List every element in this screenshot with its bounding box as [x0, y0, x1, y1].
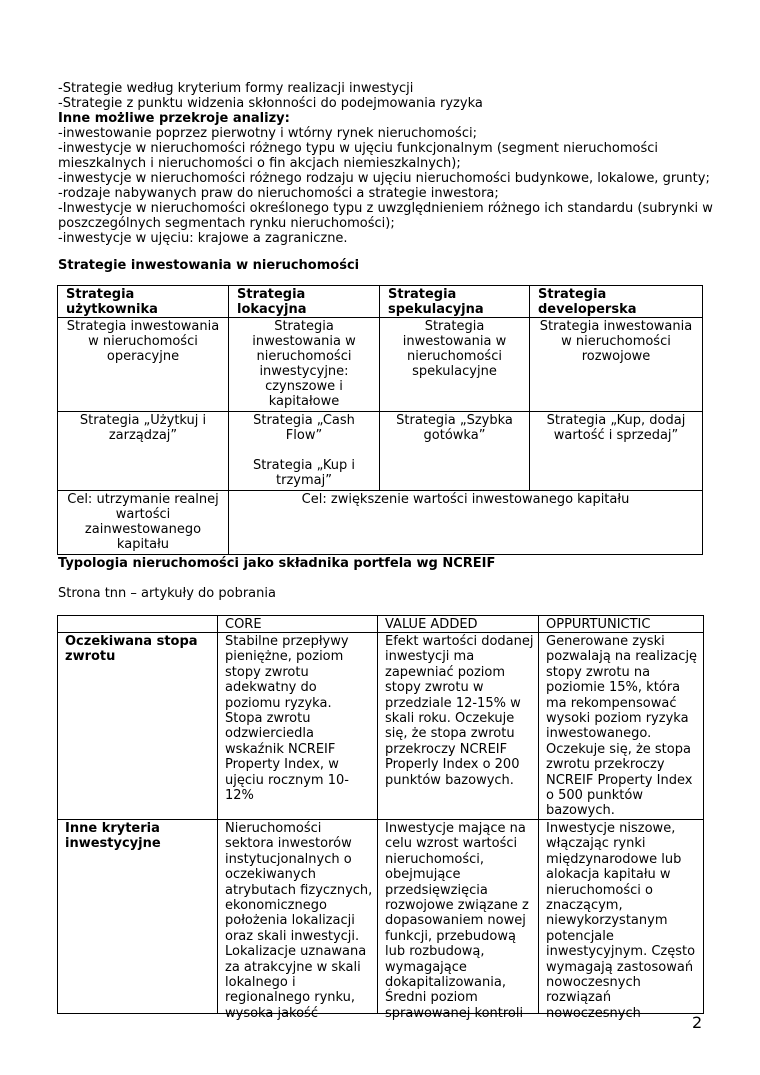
buy-and-hold-strategy: Strategia „Kup i trzymaj” [252, 458, 356, 488]
table-row [58, 412, 703, 491]
intro-bullet: -Inwestycje w nieruchomości określonego typu z uwzględnieniem różnego ich standardu (subrynki w [58, 201, 713, 216]
strategies-table [57, 285, 703, 555]
table-cell: Strategia „Użytkuj i zarządzaj” [58, 412, 229, 491]
table-row [58, 633, 704, 820]
intro-subheading: Inne możliwe przekroje analizy: [58, 111, 290, 126]
table-cell: Cel: utrzymanie realnej wartości zainwestowanego kapitału [58, 491, 229, 555]
row-header: Oczekiwana stopa zwrotu [58, 633, 218, 820]
intro-bullet: -rodzaje nabywanych praw do nieruchomości a strategie inwestora; [58, 186, 499, 201]
table-cell: Strategia inwestowania w nieruchomości operacyjne [58, 318, 229, 412]
strategies-title: Strategie inwestowania w nieruchomości [58, 258, 360, 273]
table-row [58, 318, 703, 412]
cell-text: Inwestycje niszowe, włączając rynki międzynarodowe lub alokacja kapitału w nieruchomości o znaczącym, niewykorzystanym potencjale inwestycyjnym. Często wymagają zastosowań nowoczesnych rozwiązań nowoczesnych [546, 820, 696, 1021]
intro-line: -Strategie z punktu widzenia skłonności do podejmowania ryzyka [58, 96, 483, 111]
intro-bullet: -inwestowanie poprzez pierwotny i wtórny rynek nieruchomości; [58, 126, 477, 141]
table-cell: Strategia inwestowania w nieruchomości spekulacyjne [380, 318, 530, 412]
table-cell: Strategia inwestowania w nieruchomości inwestycyjne: czynszowe i kapitałowe [229, 318, 380, 412]
intro-bullet: -inwestycje w ujęciu: krajowe a zagraniczne. [58, 231, 348, 246]
row-header: Inne kryteria inwestycyjne [58, 819, 218, 1013]
column-header: OPPURTUNICTIC [539, 616, 704, 633]
table-cell [378, 819, 539, 1021]
column-header: Strategia użytkownika [58, 286, 229, 318]
table-cell [218, 819, 378, 1021]
table-cell: Stabilne przepływy pieniężne, poziom stopy zwrotu adekwatny do poziomu ryzyka. Stopa zwrotu odzwierciedla wskaźnik NCREIF Property Index, w ujęciu rocznym 10-12% [218, 633, 378, 820]
table-cell: Efekt wartości dodanej inwestycji ma zapewniać poziom stopy zwrotu w przedziale 12-15% w skali roku. Oczekuje się, że stopa zwrotu przekroczy NCREIF Properly Index o 200 punktów bazowych. [378, 633, 539, 820]
table-header-row [58, 616, 704, 633]
column-header: Strategia lokacyjna [229, 286, 380, 318]
typology-table [57, 615, 704, 1021]
cell-text: Nieruchomości sektora inwestorów instytucjonalnych o oczekiwanych atrybutach fizycznych, ekonomicznego położenia lokalizacji oraz skali inwestycji. Lokalizacje uznawana za atrakcyjne w skali lokalnego i regionalnego rynku, wysoka jakość [225, 820, 373, 1021]
cell-text: Inwestycje mające na celu wzrost wartości nieruchomości, obejmujące przedsięwzięcia rozwojowe związane z dopasowaniem nowej funkcji, przebudową lub rozbudową, wymagające dokapitalizowania, Średni poziom sprawowanej kontroli [385, 820, 529, 1021]
column-header: VALUE ADDED [378, 616, 539, 633]
table-cell: Generowane zyski pozwalają na realizację stopy zwrotu na poziomie 15%, która ma rekompensować wysoki poziom ryzyka inwestowanego. Oczekuje się, że stopa zwrotu przekroczy NCREIF Property Index o 500 punktów bazowych. [539, 633, 704, 820]
table-cell [229, 412, 380, 491]
typology-subtitle: Strona tnn – artykuły do pobrania [58, 586, 276, 601]
table-cell: Cel: zwiększenie wartości inwestowanego kapitału [229, 491, 703, 555]
intro-bullet: -inwestycje w nieruchomości różnego rodzaju w ujęciu nieruchomości budynkowe, lokalowe, grunty; [58, 171, 710, 186]
column-header-empty [58, 616, 218, 633]
cash-flow-strategy: Strategia „Cash Flow” [253, 413, 355, 443]
typology-title: Typologia nieruchomości jako składnika portfela wg NCREIF [58, 556, 496, 571]
intro-line: -Strategie według kryterium formy realizacji inwestycji [58, 81, 414, 96]
table-cell: Strategia inwestowania w nieruchomości rozwojowe [530, 318, 703, 412]
intro-bullet: mieszkalnych i nieruchomości o fin akcjach niemieszkalnych); [58, 156, 461, 171]
intro-bullet: -inwestycje w nieruchomości różnego typu w ujęciu funkcjonalnym (segment nieruchomości [58, 141, 659, 156]
column-header: CORE [218, 616, 378, 633]
table-row [58, 819, 704, 1013]
intro-section [58, 81, 713, 246]
column-header: Strategia developerska [530, 286, 703, 318]
table-cell: Strategia „Kup, dodaj wartość i sprzedaj” [530, 412, 703, 491]
intro-bullet: poszczególnych segmentach rynku nieruchomości); [58, 216, 395, 231]
table-cell [539, 819, 704, 1021]
table-cell: Strategia „Szybka gotówka” [380, 412, 530, 491]
page-number: 2 [692, 1013, 703, 1032]
table-row [58, 491, 703, 555]
column-header: Strategia spekulacyjna [380, 286, 530, 318]
table-header-row [58, 286, 703, 318]
